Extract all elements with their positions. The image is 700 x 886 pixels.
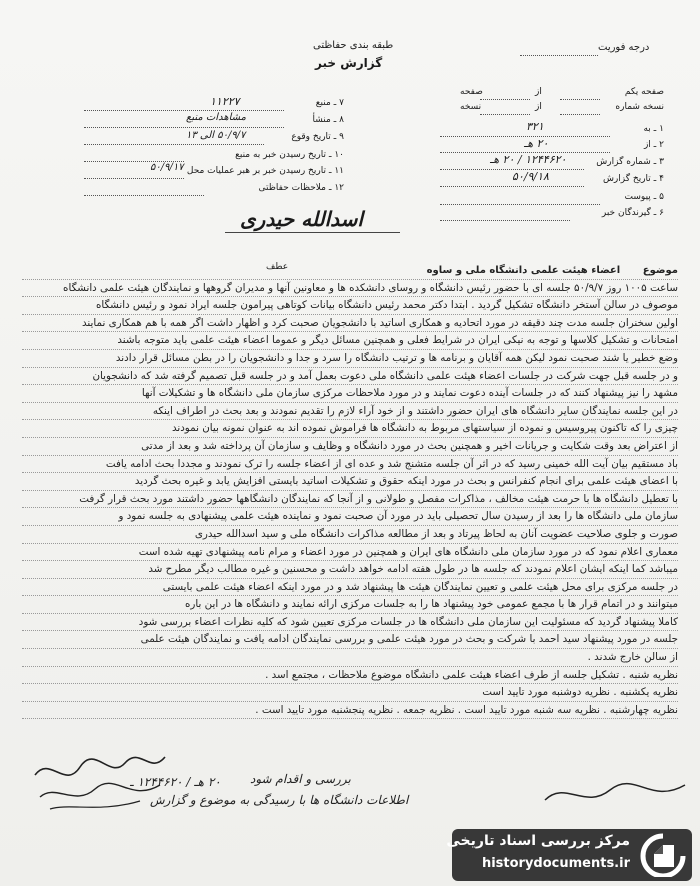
body-line: معماری اعلام نمود که در مورد سازمان ملی دانشگاه های ایران و همچنین در مورد اعضاء و مرام نامه پیشنهادی تهیه شده است (22, 544, 678, 562)
margin-note: عطف (266, 262, 289, 272)
left-field-value: ۵۰/۹/۱۷ (150, 162, 184, 173)
right-field-label: صفحه یکم (624, 87, 664, 97)
handwritten-note: اطلاعات دانشگاه ها با رسیدگی به موضوع و گزارش (150, 793, 409, 807)
document-archive-icon (640, 833, 686, 877)
body-line: با اعضای هیئت علمی برای انجام کنفرانس و بحث در مورد اینکه حقوق و تشکیلات اساتید بایستی افزایش یابد و غیره بحث گردید (22, 473, 678, 491)
subject-line (22, 262, 678, 280)
body-line: میباشد کما اینکه ایشان اعلام نمودند که جلسه ها در طول هفته ادامه خواهد داشت و محسنین و غیره مطالب دیگر مطرح شد (22, 561, 678, 579)
watermark-title: مرکز بررسی اسناد تاریخی (446, 833, 630, 849)
body-line: کاملا پیشنهاد گردید که مسئولیت این سازمان ملی دانشگاه ها در جلسات مرکزی تعیین شود که کلیه نظرات اعضاء بررسی شود (22, 614, 678, 632)
handwritten-note: ۲۰ هـ / ۱۲۴۴۶۲۰ ـ (130, 775, 221, 789)
left-field-value: ۵۰/۹/۷ الی ۱۳ (186, 130, 246, 141)
left-field-label: ۸ ـ منشأ (312, 115, 344, 125)
right-field-end: نسخه (460, 102, 482, 112)
right-field-label: ۴ ـ تاریخ گزارش (602, 174, 664, 184)
classification-label: طبقه بندی حفاظتی (313, 40, 394, 51)
body-line: سازمان ملی دانشگاه ها را بعد از رسیدن سال تحصیلی باید در مورد آن صحبت نمود و نماینده هیئت علمی پیشنهادی به جلسه نمود و (22, 508, 678, 526)
footer-line: نظریه یکشنبه . نظریه دوشنبه مورد تایید است (22, 684, 678, 702)
subject-label: موضوع (642, 265, 678, 276)
left-field-label: ۹ ـ تاریخ وقوع (291, 132, 344, 142)
report-body (22, 262, 678, 719)
watermark-logo (446, 829, 692, 881)
right-field-label: ۶ ـ گیرندگان خبر (601, 208, 664, 218)
footer-line: نظریه شنبه . تشکیل جلسه از طرف اعضاء هیئت علمی دانشگاه موضوع ملاحظات ، مجتمع اسد . (22, 667, 678, 685)
right-field-mid: از (535, 87, 542, 97)
right-field-value: ۳۲۱ (526, 120, 544, 133)
right-field-end: صفحه (460, 87, 483, 97)
right-field-label: ۱ ـ به (643, 124, 664, 134)
footer-line: نظریه چهارشنبه . نظریه سه شنبه مورد تایید است . نظریه جمعه . نظریه پنجشنبه مورد تایید است . (22, 702, 678, 720)
body-line: در جلسه مرکزی برای محل هیئت علمی و تعیین نمایندگان هیئت ها پیشنهاد شد و در مورد اینکه اعضاء هیئت علمی بایستی (22, 579, 678, 597)
right-field-mid: از (535, 102, 542, 112)
handwritten-note: بررسی و اقدام شود (250, 772, 351, 786)
handwriting-scribble-icon (30, 745, 170, 815)
body-line: جلسه در مورد پیشنهاد سید احمد با شرکت و بحث در مورد هیئت علمی و بررسی نمایندگان ادامه یافت و نمایندگان هیئت علمی (22, 631, 678, 649)
right-field-value: ۲۰ هـ (524, 137, 549, 150)
left-field-label: ۱۰ ـ تاریخ رسیدن خبر به منبع (235, 150, 344, 160)
body-line: مشهد را نیز پیشنهاد کنند که در جلسات آینده دعوت نمایند و در مورد ملاحظات مرکزی سازمان ملی دانشگاه ها و تشکیلات آنها (22, 385, 678, 403)
right-field-value: ۱۲۴۴۶۲۰ / ۲۰ هـ (490, 153, 567, 166)
body-line: میتوانند و در اتمام قرار ها با مجمع عمومی خود پیشنهاد ها را به جلسات مرکزی ارائه نمایند و دانشگاه ها در این باره (22, 596, 678, 614)
left-field-value: ۱۱۲۲۷ (210, 95, 240, 108)
handwriting-scribble-icon (540, 775, 690, 815)
right-field-label: نسخه شماره (615, 102, 664, 112)
body-line: موصوف در سالن آستخر دانشگاه تشکیل گردید . ابتدا دکتر محمد رئیس دانشگاه بیانات کوتاهی پیرامون جلسه ایراد نمود و رئیس دانشگاه (22, 297, 678, 315)
body-line: در این جلسه نمایندگان سایر دانشگاه های ایران حضور داشتند و از خود آراء لازم را تقدیم نمودند و بعد بحث در اطراف اینکه (22, 403, 678, 421)
left-field-value: مشاهدات منبع (186, 112, 246, 123)
body-line: صورت و جلوی صلاحیت عضویت آنان به لحاظ پیرتاد و بعد از مطالعه مذاکرات دانشگاه ملی و سید اسدالله حیدری (22, 526, 678, 544)
watermark-url: historydocuments.ir (481, 856, 630, 871)
security-level-label: درجه فوریت (598, 42, 650, 53)
left-field-label: ۱۱ ـ تاریخ رسیدن خبر بر هبر عملیات محل (186, 166, 344, 176)
signature: اسدالله حیدری (240, 207, 363, 231)
body-line: با تعطیل دانشگاه ها با حرمت هیئت مخالف ، مذاکرات مفصل و طولانی و از آنجا که نمایندگان دانشگاهها حضور داشتند مورد بحث قرار گرفت (22, 491, 678, 509)
body-line: امتحانات و تشکیل کلاسها و توجه به نیکی ایران در شرایط فعلی و همچنین مسائل دیگر و عموما اعضاء هیئت علمی باید متوجه باشند (22, 332, 678, 350)
body-line: از اعتراض بعد وقت شکایت و جریانات اخیر و همچنین بحث در مورد دانشگاه و وظایف و سازمان آن پرداخته شد و بعد از مدتی (22, 438, 678, 456)
left-field-label: ۷ ـ منبع (315, 98, 344, 108)
body-line: باد مستقیم بیان آیت الله خمینی رسید که در اثر آن جلسه متشنج شد و عده ای از اعضاء جلسه را ترک نمودند و مجددا بحث ادامه یافت (22, 456, 678, 474)
right-field-label: ۵ ـ پیوست (624, 192, 664, 202)
body-line: چیزی را که تاکنون پیروسیس و نموده از سیاستهای مربوط به دانشگاه ها فراموش نموده اند به عنوان نمونه بیان نمودند (22, 420, 678, 438)
right-field-label: ۳ ـ شماره گزارش (596, 157, 664, 167)
body-line: و در جلسه قبل جهت شرکت در جلسات اعضاء هیئت علمی دانشگاه ملی دعوت بعمل آمد و در جلسه قبل تصمیم گرفته شد که دانشجویان (22, 368, 678, 386)
body-line: از سالن خارج شدند . (22, 649, 678, 667)
right-field-label: ۲ ـ از (643, 140, 664, 150)
body-line: ساعت ۱۰۰۵ روز ۵۰/۹/۷ جلسه ای با حضور رئیس دانشگاه و روسای دانشکده ها و معاونین آنها و مدیران گروهها و نمایندگان هیئت علمی دانشگاه (22, 280, 678, 298)
body-line: وضع خطیر یا شند صحبت نمود لیکن همه آقایان و برنامه ها و ترتیب دانشگاه را سرد و جدا و دانشجویان را در بطن مسائل قرار دادند (22, 350, 678, 368)
right-field-value: ۵۰/۹/۱۸ (512, 170, 549, 183)
report-title: گزارش خبر (315, 56, 383, 70)
body-line: اولین سخنران جلسه مدت چند دقیقه در مورد اتحادیه و همکاری اساتید با دانشجویان صحبت کرد و اظهار داشت اگر همه با هم همکاری نمایند (22, 315, 678, 333)
left-field-label: ۱۲ ـ ملاحظات حفاظتی (258, 183, 344, 193)
subject-text: اعضاء هیئت علمی دانشگاه ملی و ساوه (426, 265, 621, 276)
